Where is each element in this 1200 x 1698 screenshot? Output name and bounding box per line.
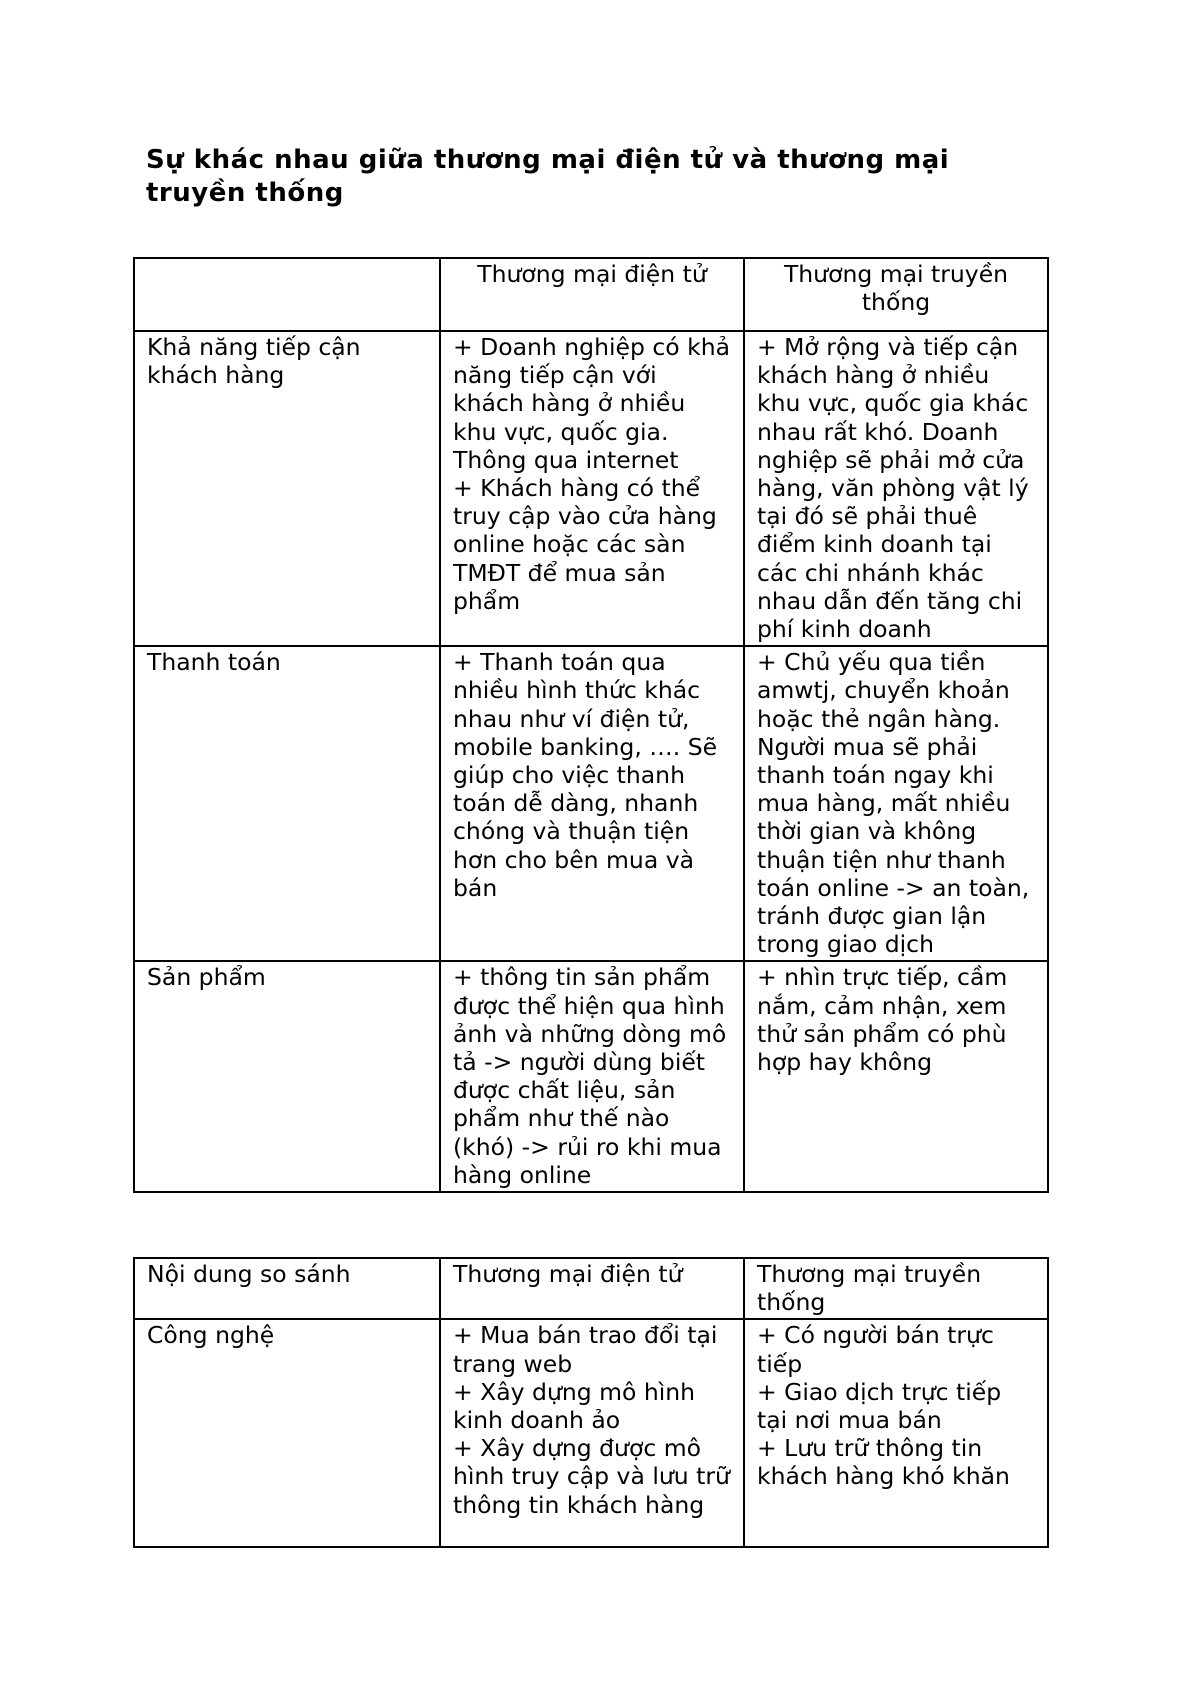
traditional-cell: [744, 961, 1048, 1192]
ecommerce-text: + Mua bán trao đổi tại trang web + Xây dựng mô hình kinh doanh ảo + Xây dựng được mô hình truy cập và lưu trữ thông tin khách hàng: [453, 1321, 730, 1519]
row-label: Công nghệ: [147, 1321, 275, 1350]
traditional-text: + nhìn trực tiếp, cầm nắm, cảm nhận, xem thử sản phẩm có phù hợp hay không: [757, 963, 1008, 1077]
table-header-row: [134, 258, 1048, 331]
row-label: Khả năng tiếp cận khách hàng: [147, 333, 361, 390]
traditional-cell: [744, 1319, 1048, 1547]
header-traditional-label: Thương mại truyền thống: [783, 260, 1009, 317]
table-header-row: [134, 1258, 1048, 1319]
traditional-text: + Mở rộng và tiếp cận khách hàng ở nhiều khu vực, quốc gia khác nhau rất khó. Doanh nghiệp sẽ phải mở cửa hàng, văn phòng vật lý tại đó sẽ phải thuê điểm kinh doanh tại các chi nhánh khác nhau dẫn đến tăng chi phí kinh doanh: [757, 333, 1029, 644]
ecommerce-cell: [440, 331, 744, 646]
table-row: [134, 1319, 1048, 1547]
ecommerce-text: + Doanh nghiệp có khả năng tiếp cận với khách hàng ở nhiều khu vực, quốc gia. Thông qua internet + Khách hàng có thể truy cập vào cửa hàng online hoặc các sàn TMĐT để mua sản phẩm: [453, 333, 731, 615]
header-cell-traditional: [744, 1258, 1048, 1319]
header-cell-ecommerce: [440, 258, 744, 331]
comparison-table-2: [133, 1257, 1049, 1548]
header-criteria-label: Nội dung so sánh: [147, 1260, 351, 1288]
table-row: [134, 961, 1048, 1192]
header-cell-empty: [134, 258, 440, 331]
page-title: Sự khác nhau giữa thương mại điện tử và thương mại truyền thống: [146, 145, 950, 208]
table-row: [134, 646, 1048, 961]
ecommerce-cell: [440, 1319, 744, 1547]
row-label-cell: [134, 646, 440, 961]
row-label-cell: [134, 1319, 440, 1547]
comparison-table-1: [133, 257, 1049, 1193]
header-cell-criteria: [134, 1258, 440, 1319]
traditional-text: + Có người bán trực tiếp + Giao dịch trực tiếp tại nơi mua bán + Lưu trữ thông tin khách hàng khó khăn: [757, 1321, 1010, 1491]
traditional-text: + Chủ yếu qua tiền amwtj, chuyển khoản hoặc thẻ ngân hàng. Người mua sẽ phải thanh toán ngay khi mua hàng, mất nhiều thời gian và không thuận tiện như thanh toán online -> an toàn, tránh được gian lận trong giao dịch: [757, 648, 1030, 959]
ecommerce-text: + thông tin sản phẩm được thể hiện qua hình ảnh và những dòng mô tả -> người dùng biết được chất liệu, sản phẩm như thế nào (khó) -> rủi ro khi mua hàng online: [453, 963, 727, 1189]
header-traditional-label: Thương mại truyền thống: [757, 1260, 982, 1317]
header-cell-ecommerce: [440, 1258, 744, 1319]
header-cell-traditional: [744, 258, 1048, 331]
row-label: Thanh toán: [147, 648, 281, 677]
row-label: Sản phẩm: [147, 963, 266, 992]
ecommerce-cell: [440, 961, 744, 1192]
header-ecommerce-label: Thương mại điện tử: [477, 260, 707, 288]
traditional-cell: [744, 331, 1048, 646]
row-label-cell: [134, 331, 440, 646]
row-label-cell: [134, 961, 440, 1192]
table-row: [134, 331, 1048, 646]
ecommerce-cell: [440, 646, 744, 961]
header-ecommerce-label: Thương mại điện tử: [453, 1260, 683, 1288]
ecommerce-text: + Thanh toán qua nhiều hình thức khác nhau như ví điện tử, mobile banking, …. Sẽ giúp cho việc thanh toán dễ dàng, nhanh chóng và thuận tiện hơn cho bên mua và bán: [453, 648, 718, 902]
traditional-cell: [744, 646, 1048, 961]
